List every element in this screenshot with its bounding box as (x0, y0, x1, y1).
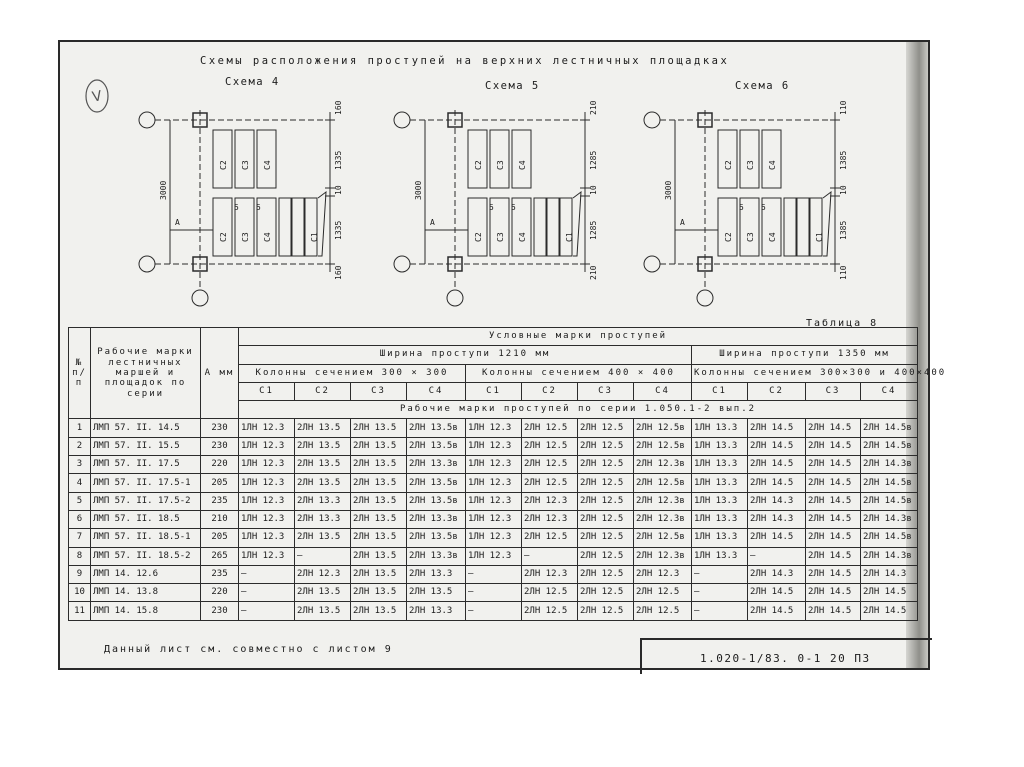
table-label: Таблица 8 (806, 318, 879, 329)
tread-mark-cell: 1ЛН 12.3 (466, 529, 522, 547)
row-mark: ЛМП 57. II. 18.5-1 (91, 529, 201, 547)
subcol-header: С3 (578, 382, 634, 400)
tread-mark-cell: — (466, 602, 522, 620)
dim-lower: 1385 (839, 220, 848, 240)
tread-mark-cell: 2ЛН 13.5 (295, 456, 351, 474)
tread-cell (560, 198, 572, 256)
tread-mark-cell: 2ЛН 12.5 (578, 419, 634, 437)
tread-mark-cell: 1ЛН 12.3 (466, 456, 522, 474)
tread-mark-cell: — (692, 602, 748, 620)
tread-mark-cell: 2ЛН 12.5 (578, 565, 634, 583)
tread-mark-cell: 2ЛН 12.3в (634, 456, 692, 474)
tread-mark-cell: — (692, 584, 748, 602)
check-mark-stamp (82, 76, 112, 120)
row-a-value: 220 (201, 584, 239, 602)
axis-circle (644, 112, 660, 128)
tread-mark-cell: 2ЛН 12.5в (634, 474, 692, 492)
tread-mark-cell: 2ЛН 14.3 (861, 565, 918, 583)
tread-label: 5 (761, 203, 766, 212)
document-code: 1.020-1/83. 0-1 20 ПЗ (700, 652, 871, 665)
tread-mark-cell: 2ЛН 14.5 (748, 474, 806, 492)
tread-mark-cell: 2ЛН 14.5 (806, 419, 861, 437)
tread-mark-cell: 2ЛН 14.5 (806, 584, 861, 602)
tread-mark-cell: 2ЛН 12.5 (522, 529, 578, 547)
tread-label: С4 (518, 160, 527, 170)
row-a-value: 205 (201, 529, 239, 547)
dim-top: 110 (839, 100, 848, 115)
tread-mark-cell: 2ЛН 12.5 (578, 474, 634, 492)
dim-lower: 1335 (334, 220, 343, 240)
dim-upper: 1285 (589, 150, 598, 170)
tread-mark-cell: 2ЛН 13.5 (351, 474, 407, 492)
tread-label: С3 (496, 232, 505, 242)
tread-label: 5 (234, 203, 239, 212)
tread-mark-cell: 2ЛН 13.5в (407, 419, 466, 437)
tread-mark-cell: 2ЛН 12.5 (522, 474, 578, 492)
subcol-header: С1 (692, 382, 748, 400)
tread-cell (740, 130, 759, 188)
tread-cell (257, 130, 276, 188)
row-a-value: 230 (201, 419, 239, 437)
row-number: 7 (69, 529, 91, 547)
dim-total: 3000 (159, 180, 168, 200)
tread-mark-cell: 2ЛН 14.5 (748, 602, 806, 620)
tread-mark-cell: 1ЛН 12.3 (239, 529, 295, 547)
row-mark: ЛМП 57. II. 18.5-2 (91, 547, 201, 565)
col-a-header: А мм (201, 328, 239, 419)
tread-mark-cell: 2ЛН 12.3в (634, 510, 692, 528)
tread-mark-cell: — (239, 565, 295, 583)
drawing-sheet (58, 40, 947, 670)
tread-mark-cell: 1ЛН 12.3 (466, 547, 522, 565)
tread-mark-cell: 2ЛН 13.3в (407, 547, 466, 565)
scheme-drawing (635, 70, 865, 310)
tread-label: С3 (241, 160, 250, 170)
tread-cell (490, 130, 509, 188)
row-mark: ЛМП 14. 15.8 (91, 602, 201, 620)
tread-label: С4 (518, 232, 527, 242)
series-header: Рабочие марки проступей по серии 1.050.1-2 вып.2 (239, 401, 918, 419)
dim-lower: 1285 (589, 220, 598, 240)
tread-cell (797, 198, 809, 256)
table-row (69, 492, 918, 510)
tread-mark-cell: 2ЛН 12.5 (634, 602, 692, 620)
tread-cell (810, 198, 822, 256)
tread-mark-cell: 1ЛН 13.3 (692, 419, 748, 437)
tread-mark-cell: 2ЛН 12.3 (295, 565, 351, 583)
row-mark: ЛМП 57. II. 17.5-2 (91, 492, 201, 510)
tread-mark-cell: 2ЛН 14.3в (861, 547, 918, 565)
tread-mark-cell: 2ЛН 13.5 (351, 510, 407, 528)
tread-mark-cell: 2ЛН 14.5 (748, 419, 806, 437)
tread-mark-cell: 2ЛН 14.3 (748, 565, 806, 583)
tread-cell (213, 198, 232, 256)
table-row (69, 419, 918, 437)
marks-table (68, 327, 947, 621)
axis-circle (644, 256, 660, 272)
columns-400-header: Колонны сечением 400 × 400 (466, 364, 692, 382)
tread-label: 5 (511, 203, 516, 212)
dim-bottom: 160 (334, 265, 343, 280)
tread-cell (468, 198, 487, 256)
tread-mark-cell: 2ЛН 14.5 (748, 584, 806, 602)
tread-mark-cell: 2ЛН 13.5 (351, 547, 407, 565)
tread-mark-cell: 2ЛН 14.5 (806, 602, 861, 620)
tread-mark-cell: 2ЛН 12.5 (522, 602, 578, 620)
tread-mark-cell: 2ЛН 14.5в (861, 419, 918, 437)
columns-300-header: Колонны сечением 300 × 300 (239, 364, 466, 382)
tread-mark-cell: 2ЛН 13.3в (407, 510, 466, 528)
scheme-title: Схема 6 (735, 80, 790, 92)
tread-mark-cell: 1ЛН 13.3 (692, 529, 748, 547)
row-mark: ЛМП 14. 13.8 (91, 584, 201, 602)
conditional-marks-header: Условные марки проступей (239, 328, 918, 346)
tread-mark-cell: 2ЛН 12.5 (578, 456, 634, 474)
tread-cell (718, 130, 737, 188)
tread-mark-cell: 2ЛН 13.5в (407, 474, 466, 492)
row-number: 2 (69, 437, 91, 455)
tread-mark-cell: 1ЛН 12.3 (466, 492, 522, 510)
row-number: 1 (69, 419, 91, 437)
tread-mark-cell: 1ЛН 13.3 (692, 510, 748, 528)
tread-label: С2 (474, 160, 483, 170)
row-number: 9 (69, 565, 91, 583)
subcol-header: С4 (861, 382, 918, 400)
tread-mark-cell: 2ЛН 14.5в (861, 492, 918, 510)
tread-mark-cell: 2ЛН 13.5 (295, 584, 351, 602)
tread-mark-cell: 2ЛН 12.5 (578, 547, 634, 565)
tread-mark-cell: 1ЛН 12.3 (466, 474, 522, 492)
table-row (69, 437, 918, 455)
svg-text:V: V (90, 88, 104, 106)
tread-cell (292, 198, 304, 256)
col-num-header: № п/п (69, 328, 91, 419)
tread-mark-cell: — (522, 547, 578, 565)
tread-mark-cell: 2ЛН 14.5 (748, 437, 806, 455)
tread-label: С4 (263, 232, 272, 242)
row-a-value: 210 (201, 510, 239, 528)
tread-mark-cell: 2ЛН 14.5 (806, 437, 861, 455)
tread-cell (279, 198, 291, 256)
table-row (69, 529, 918, 547)
axis-circle (394, 256, 410, 272)
table-row (69, 547, 918, 565)
row-a-value: 235 (201, 565, 239, 583)
tread-mark-cell: 2ЛН 14.3 (748, 492, 806, 510)
tread-mark-cell: 2ЛН 14.5 (806, 474, 861, 492)
scheme-title: Схема 4 (225, 76, 280, 88)
row-mark: ЛМП 57. II. 17.5 (91, 456, 201, 474)
tread-mark-cell: 2ЛН 13.5 (351, 602, 407, 620)
tread-mark-cell: — (239, 602, 295, 620)
col-marks-header: Рабочие марки лестничных маршей и площадок по серии (91, 328, 201, 419)
dim-mid: 10 (334, 185, 343, 195)
tread-mark-cell: 2ЛН 14.5в (861, 474, 918, 492)
dim-side-label: A (175, 218, 180, 227)
tread-label: С3 (496, 160, 505, 170)
dim-bottom: 110 (839, 265, 848, 280)
tread-mark-cell: 2ЛН 12.5 (634, 584, 692, 602)
dim-mid: 10 (839, 185, 848, 195)
tread-cell (762, 130, 781, 188)
tread-mark-cell: 2ЛН 13.5 (351, 437, 407, 455)
row-mark: ЛМП 14. 12.6 (91, 565, 201, 583)
tread-mark-cell: 2ЛН 13.5 (295, 437, 351, 455)
tread-mark-cell: 2ЛН 13.3в (407, 456, 466, 474)
tread-mark-cell: 2ЛН 13.5 (351, 419, 407, 437)
row-number: 3 (69, 456, 91, 474)
scheme-drawing (130, 70, 360, 310)
tread-cell (468, 130, 487, 188)
tread-label: С4 (768, 232, 777, 242)
tread-mark-cell: 2ЛН 14.5 (806, 547, 861, 565)
tread-mark-cell: — (466, 565, 522, 583)
tread-mark-cell: 2ЛН 12.3 (522, 492, 578, 510)
tread-mark-cell: 1ЛН 12.3 (466, 510, 522, 528)
tread-label: С4 (768, 160, 777, 170)
tread-mark-cell: 1ЛН 12.3 (239, 492, 295, 510)
tread-mark-cell: 2ЛН 12.3в (634, 547, 692, 565)
axis-circle (697, 290, 713, 306)
tread-label: С1 (565, 232, 574, 242)
tread-mark-cell: 2ЛН 14.5 (748, 456, 806, 474)
tread-mark-cell: 2ЛН 14.3в (861, 456, 918, 474)
row-mark: ЛМП 57. II. 14.5 (91, 419, 201, 437)
dim-mid: 10 (589, 185, 598, 195)
tread-mark-cell: 1ЛН 12.3 (466, 419, 522, 437)
tread-mark-cell: 1ЛН 13.3 (692, 474, 748, 492)
tread-label: 5 (739, 203, 744, 212)
tread-label: 5 (256, 203, 261, 212)
tread-mark-cell: 2ЛН 12.3 (634, 565, 692, 583)
tread-mark-cell: 1ЛН 12.3 (239, 456, 295, 474)
tread-mark-cell: 2ЛН 12.5 (578, 584, 634, 602)
tread-mark-cell: 2ЛН 13.5 (351, 584, 407, 602)
axis-circle (139, 256, 155, 272)
tread-mark-cell: 2ЛН 14.5 (806, 529, 861, 547)
tread-mark-cell: 2ЛН 13.3 (295, 492, 351, 510)
dim-bottom: 210 (589, 265, 598, 280)
row-a-value: 235 (201, 492, 239, 510)
tread-cell (305, 198, 317, 256)
tread-mark-cell: 2ЛН 13.5 (351, 456, 407, 474)
tread-mark-cell: 2ЛН 12.5 (522, 437, 578, 455)
tread-mark-cell: 2ЛН 12.5 (578, 492, 634, 510)
row-number: 11 (69, 602, 91, 620)
tread-mark-cell: 2ЛН 14.5 (806, 456, 861, 474)
row-number: 5 (69, 492, 91, 510)
table-row (69, 584, 918, 602)
row-number: 6 (69, 510, 91, 528)
tread-mark-cell: 1ЛН 13.3 (692, 437, 748, 455)
tread-mark-cell: 2ЛН 13.5 (295, 419, 351, 437)
scheme-drawing (385, 70, 615, 310)
dim-upper: 1385 (839, 150, 848, 170)
tread-label: С3 (241, 232, 250, 242)
tread-mark-cell: — (239, 584, 295, 602)
tread-mark-cell: 1ЛН 13.3 (692, 547, 748, 565)
subcol-header: С3 (806, 382, 861, 400)
width-1350-header: Ширина проступи 1350 мм (692, 346, 918, 364)
subcol-header: С4 (407, 382, 466, 400)
tread-mark-cell: 2ЛН 12.5 (578, 529, 634, 547)
tread-mark-cell: 2ЛН 14.5 (861, 602, 918, 620)
tread-label: С2 (724, 232, 733, 242)
tread-mark-cell: — (692, 565, 748, 583)
tread-label: С1 (310, 232, 319, 242)
tread-mark-cell: 2ЛН 14.5в (861, 529, 918, 547)
row-a-value: 230 (201, 437, 239, 455)
tread-mark-cell: 1ЛН 12.3 (239, 437, 295, 455)
axis-circle (394, 112, 410, 128)
table-row (69, 510, 918, 528)
tread-mark-cell: 2ЛН 12.5 (578, 510, 634, 528)
subcol-header: С2 (295, 382, 351, 400)
table-row (69, 565, 918, 583)
tread-mark-cell: 2ЛН 12.5 (522, 584, 578, 602)
table-row (69, 474, 918, 492)
tread-mark-cell: 2ЛН 13.5 (295, 529, 351, 547)
tread-mark-cell: 1ЛН 12.3 (239, 474, 295, 492)
sheet-title: Схемы расположения проступей на верхних лестничных площадках (200, 55, 730, 67)
tread-mark-cell: 2ЛН 13.3 (295, 510, 351, 528)
axis-circle (139, 112, 155, 128)
tread-cell (718, 198, 737, 256)
width-1210-header: Ширина проступи 1210 мм (239, 346, 692, 364)
tread-mark-cell: 2ЛН 12.5 (522, 456, 578, 474)
tread-mark-cell: 2ЛН 14.5в (861, 437, 918, 455)
subcol-header: С2 (522, 382, 578, 400)
tread-mark-cell: 2ЛН 14.5 (806, 565, 861, 583)
tread-mark-cell: 1ЛН 12.3 (466, 437, 522, 455)
subcol-header: С2 (748, 382, 806, 400)
tread-mark-cell: 2ЛН 14.5 (806, 510, 861, 528)
subcol-header: С1 (239, 382, 295, 400)
dim-side-label: A (430, 218, 435, 227)
tread-mark-cell: 2ЛН 13.5в (407, 492, 466, 510)
row-mark: ЛМП 57. II. 15.5 (91, 437, 201, 455)
row-number: 10 (69, 584, 91, 602)
scheme-title: Схема 5 (485, 80, 540, 92)
tread-cell (534, 198, 546, 256)
tread-mark-cell: 2ЛН 12.5в (634, 529, 692, 547)
tread-mark-cell: 2ЛН 12.5в (634, 437, 692, 455)
tread-mark-cell: 2ЛН 13.3 (407, 565, 466, 583)
tread-mark-cell: — (748, 547, 806, 565)
tread-cell (235, 130, 254, 188)
tread-label: С3 (746, 160, 755, 170)
row-a-value: 230 (201, 602, 239, 620)
row-number: 4 (69, 474, 91, 492)
table-row (69, 602, 918, 620)
axis-circle (192, 290, 208, 306)
tread-label: С2 (219, 160, 228, 170)
tread-mark-cell: 2ЛН 14.3 (748, 510, 806, 528)
footer-note: Данный лист см. совместно с листом 9 (104, 644, 393, 655)
row-number: 8 (69, 547, 91, 565)
tread-cell (213, 130, 232, 188)
row-mark: ЛМП 57. II. 18.5 (91, 510, 201, 528)
tread-mark-cell: 1ЛН 13.3 (692, 456, 748, 474)
subcol-header: С1 (466, 382, 522, 400)
columns-both-header: Колонны сечением 300×300 и 400×400 (692, 364, 918, 382)
tread-label: С2 (724, 160, 733, 170)
tread-mark-cell: 2ЛН 12.3в (634, 492, 692, 510)
tread-mark-cell: 2ЛН 13.5в (407, 437, 466, 455)
tread-mark-cell: 2ЛН 12.5 (578, 437, 634, 455)
row-a-value: 205 (201, 474, 239, 492)
subcol-header: С3 (351, 382, 407, 400)
tread-mark-cell: 2ЛН 13.3 (407, 602, 466, 620)
tread-label: С3 (746, 232, 755, 242)
dim-top: 160 (334, 100, 343, 115)
row-a-value: 220 (201, 456, 239, 474)
tread-mark-cell: 2ЛН 13.5 (295, 474, 351, 492)
subcol-header: С4 (634, 382, 692, 400)
dim-top: 210 (589, 100, 598, 115)
tread-mark-cell: 1ЛН 13.3 (692, 492, 748, 510)
dim-total: 3000 (414, 180, 423, 200)
tread-cell (512, 130, 531, 188)
tread-mark-cell: 2ЛН 13.5 (295, 602, 351, 620)
table-row (69, 456, 918, 474)
tread-mark-cell: 2ЛН 12.3 (522, 510, 578, 528)
tread-mark-cell: 2ЛН 12.5 (578, 602, 634, 620)
row-a-value: 265 (201, 547, 239, 565)
tread-mark-cell: 1ЛН 12.3 (239, 547, 295, 565)
tread-mark-cell: 2ЛН 14.5 (748, 529, 806, 547)
tread-mark-cell: — (295, 547, 351, 565)
tread-label: С1 (815, 232, 824, 242)
tread-cell (784, 198, 796, 256)
dim-side-label: A (680, 218, 685, 227)
tread-label: С2 (219, 232, 228, 242)
tread-mark-cell: 1ЛН 12.3 (239, 419, 295, 437)
axis-circle (447, 290, 463, 306)
tread-mark-cell: 2ЛН 13.5 (351, 565, 407, 583)
tread-mark-cell: 2ЛН 14.3в (861, 510, 918, 528)
tread-mark-cell: — (466, 584, 522, 602)
tread-cell (547, 198, 559, 256)
tread-label: С4 (263, 160, 272, 170)
dim-upper: 1335 (334, 150, 343, 170)
row-mark: ЛМП 57. II. 17.5-1 (91, 474, 201, 492)
tread-mark-cell: 2ЛН 12.5в (634, 419, 692, 437)
tread-mark-cell: 2ЛН 14.5 (806, 492, 861, 510)
tread-mark-cell: 2ЛН 13.5в (407, 529, 466, 547)
tread-mark-cell: 2ЛН 13.5 (351, 529, 407, 547)
tread-mark-cell: 2ЛН 13.5 (407, 584, 466, 602)
tread-mark-cell: 2ЛН 14.5 (861, 584, 918, 602)
tread-mark-cell: 2ЛН 12.5 (522, 419, 578, 437)
tread-label: С2 (474, 232, 483, 242)
tread-mark-cell: 2ЛН 12.3 (522, 565, 578, 583)
tread-mark-cell: 1ЛН 12.3 (239, 510, 295, 528)
dim-total: 3000 (664, 180, 673, 200)
tread-label: 5 (489, 203, 494, 212)
tread-mark-cell: 2ЛН 13.5 (351, 492, 407, 510)
